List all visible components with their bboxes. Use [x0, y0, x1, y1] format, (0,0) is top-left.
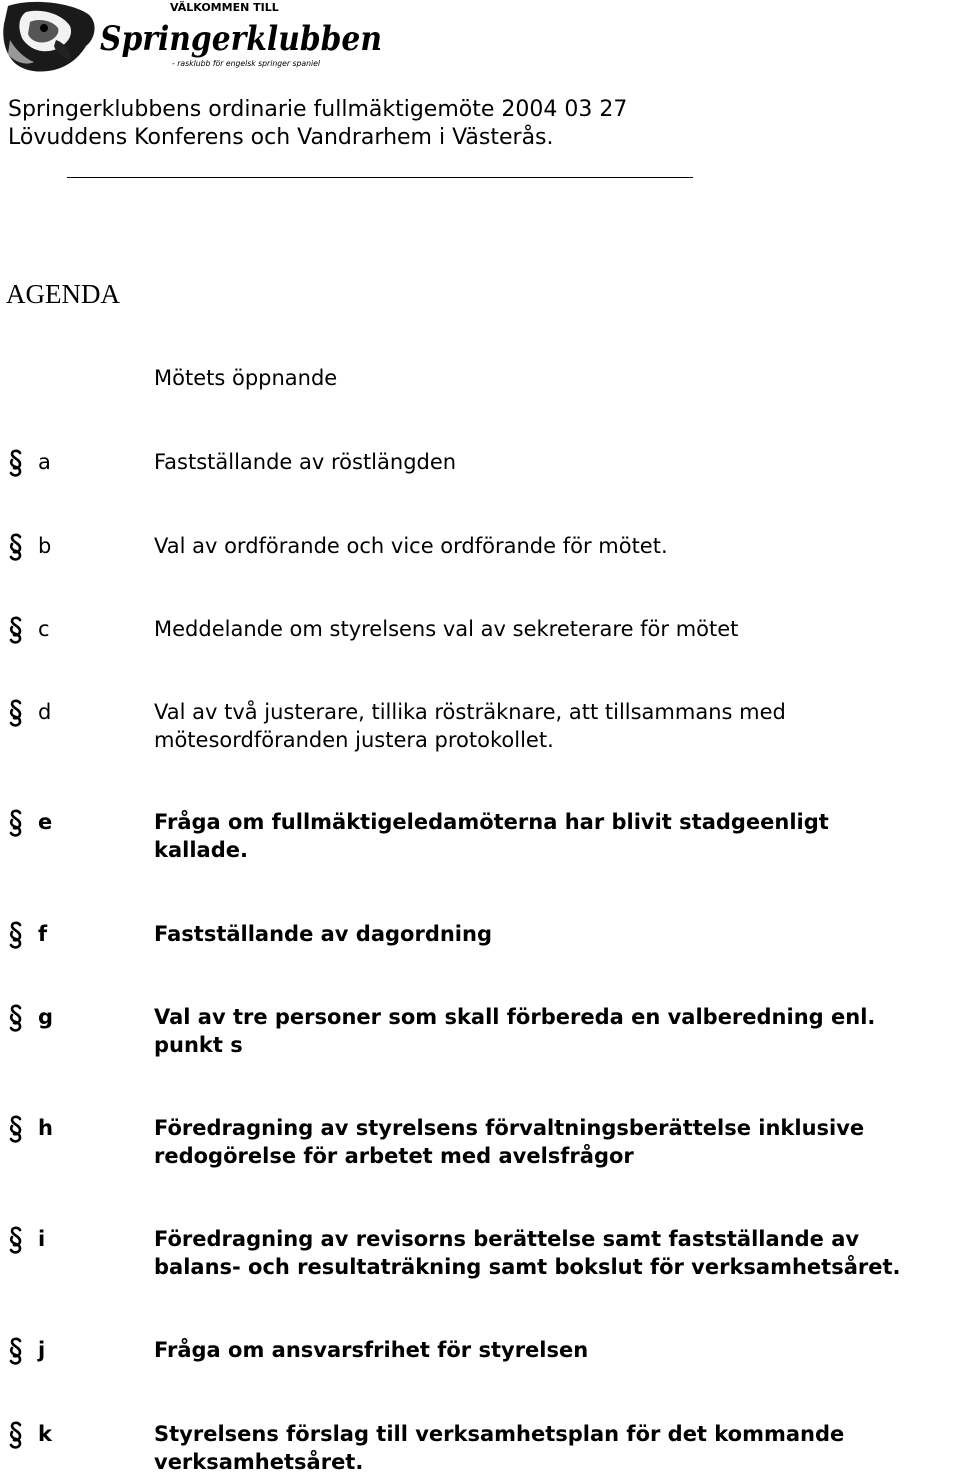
section-sign-icon: [8, 1227, 24, 1253]
agenda-item-text: [154, 448, 960, 476]
section-sign-icon: [8, 617, 24, 643]
agenda-item-line: Val av tre personer som skall förbereda en valberedning enl.: [154, 1005, 876, 1029]
agenda-item-text: [154, 532, 960, 560]
agenda-item-text: [154, 698, 960, 754]
section-sign-icon: [8, 922, 24, 948]
agenda-item-line: Fråga om fullmäktigeledamöterna har blivit stadgeenligt: [154, 810, 829, 834]
agenda-item-text: [154, 808, 960, 864]
agenda-item-letter: d: [38, 700, 52, 724]
agenda-item-letter: b: [38, 534, 52, 558]
logo-top-text: VÄLKOMMEN TILL: [170, 1, 279, 14]
section-sign-icon: [8, 700, 24, 726]
agenda-item-letter: g: [38, 1005, 54, 1029]
section-sign-icon: [8, 810, 24, 836]
section-sign-icon: [8, 1116, 24, 1142]
agenda-item-text: [154, 920, 960, 948]
section-sign-icon: [8, 1338, 24, 1364]
agenda-item-letter: a: [38, 450, 51, 474]
agenda-item-letter: c: [38, 617, 50, 641]
agenda-item-letter: j: [38, 1338, 46, 1362]
meeting-location: Lövuddens Konferens och Vandrarhem i Västerås.: [8, 125, 554, 150]
agenda-item-line: Val av två justerare, tillika rösträknare, att tillsammans med: [154, 700, 786, 724]
agenda-heading: AGENDA: [6, 279, 120, 309]
section-sign-icon: [8, 1422, 24, 1448]
agenda-item-line: verksamhetsåret.: [154, 1450, 364, 1474]
agenda-item-line: punkt s: [154, 1033, 243, 1057]
agenda-item-letter: h: [38, 1116, 53, 1140]
agenda-item-line: Föredragning av styrelsens förvaltningsberättelse inklusive: [154, 1116, 865, 1140]
agenda-item-letter: f: [38, 922, 48, 946]
agenda-item-line: Val av ordförande och vice ordförande för mötet.: [154, 534, 668, 558]
divider-line: [67, 177, 693, 178]
section-sign-icon: [8, 1005, 24, 1031]
agenda-item-letter: i: [38, 1227, 46, 1251]
agenda-item-letter: e: [38, 810, 53, 834]
agenda-item-line: redogörelse för arbetet med avelsfrågor: [154, 1144, 634, 1168]
agenda-item-text: [154, 1003, 960, 1059]
agenda-item-line: Styrelsens förslag till verksamhetsplan för det kommande: [154, 1422, 845, 1446]
agenda-item-line: Föredragning av revisorns berättelse samt fastställande av: [154, 1227, 860, 1251]
agenda-item-text: [154, 615, 960, 643]
section-sign-icon: [8, 450, 24, 476]
agenda-item-line: Fråga om ansvarsfrihet för styrelsen: [154, 1338, 589, 1362]
logo-club-name: Springerklubben: [100, 19, 382, 59]
section-sign-icon: [8, 534, 24, 560]
agenda-item-letter: k: [38, 1422, 52, 1446]
club-logo: [0, 0, 390, 76]
agenda-item-line: Fastställande av röstlängden: [154, 450, 457, 474]
agenda-opening: Mötets öppnande: [154, 366, 338, 390]
dog-logo-icon: [0, 0, 100, 76]
agenda-item-line: balans- och resultaträkning samt bokslut för verksamhetsåret.: [154, 1255, 901, 1279]
agenda-item-line: kallade.: [154, 838, 248, 862]
agenda-item-line: mötesordföranden justera protokollet.: [154, 728, 554, 752]
agenda-item-text: [154, 1225, 960, 1281]
agenda-item-text: [154, 1336, 960, 1364]
agenda-item-line: Fastställande av dagordning: [154, 922, 492, 946]
agenda-item-text: [154, 1114, 960, 1170]
agenda-item-text: [154, 1420, 960, 1476]
logo-tagline: - rasklubb för engelsk springer spaniel: [172, 59, 321, 68]
meeting-title: Springerklubbens ordinarie fullmäktigemöte 2004 03 27: [8, 97, 628, 122]
agenda-item-line: Meddelande om styrelsens val av sekreterare för mötet: [154, 617, 739, 641]
